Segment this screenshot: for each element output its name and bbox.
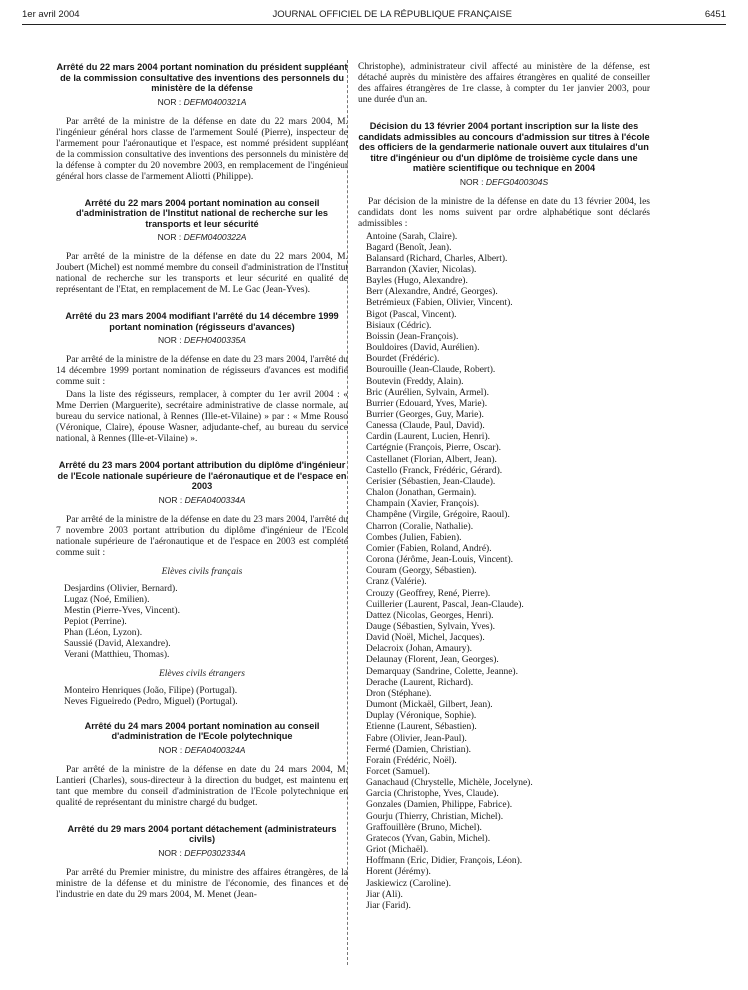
nor-label: NOR : bbox=[158, 847, 182, 858]
list-item: Pepiot (Perrine). bbox=[64, 616, 127, 627]
article-5 bbox=[56, 721, 348, 809]
nor-reference bbox=[56, 745, 348, 756]
candidate-list-item: Castellanet (Florian, Albert, Jean). bbox=[366, 454, 497, 465]
candidate-list-item: Dattez (Nicolas, Georges, Henri). bbox=[366, 610, 494, 621]
candidate-list-item: Cuillerier (Laurent, Pascal, Jean-Claude). bbox=[366, 599, 524, 610]
decision-1 bbox=[358, 121, 650, 912]
candidate-list-item: Jaskiewicz (Caroline). bbox=[366, 878, 451, 889]
article-3 bbox=[56, 311, 348, 445]
nor-code: DEFA0400334A bbox=[184, 494, 246, 505]
candidate-list-item: Gratecos (Yvan, Gabin, Michel). bbox=[366, 833, 491, 844]
candidate-list-item: Hoffmann (Eric, Didier, François, Léon). bbox=[366, 856, 523, 867]
candidate-list-item: Gourju (Thierry, Christian, Michel). bbox=[366, 811, 504, 822]
candidate-list-item: Cardin (Laurent, Lucien, Henri). bbox=[366, 432, 490, 443]
list-item: Verani (Matthieu, Thomas). bbox=[64, 649, 170, 660]
list-item: Phan (Léon, Lyzon). bbox=[64, 627, 143, 638]
nor-reference bbox=[358, 177, 650, 188]
article-title: Arrêté du 22 mars 2004 portant nomination du président suppléant de la commission consultative des inventions des personnels du ministère de la défense bbox=[56, 62, 348, 93]
nor-code: DEFM0400322A bbox=[183, 232, 247, 242]
nor-code: DEFG0400304S bbox=[485, 176, 549, 187]
article-paragraph: Par arrêté de la ministre de la défense en date du 23 mars 2004, l'arrêté du 14 décembre 1999 portant nomination de régisseurs d'avances est modifié comme suit : bbox=[56, 355, 348, 387]
candidate-list-item: Griot (Michaël). bbox=[366, 845, 429, 856]
nor-reference bbox=[56, 495, 348, 506]
candidate-list-item: Antoine (Sarah, Claire). bbox=[366, 231, 458, 242]
candidate-list-item: Demarquay (Sandrine, Colette, Jeanne). bbox=[366, 666, 518, 677]
candidate-list-item: Burrier (Edouard, Yves, Marie). bbox=[366, 398, 488, 409]
candidate-list-item: Cranz (Valérie). bbox=[366, 577, 427, 588]
candidate-list-item: Delacroix (Johan, Amaury). bbox=[366, 644, 473, 655]
candidate-list-item: Betrémieux (Fabien, Olivier, Vincent). bbox=[366, 298, 513, 309]
candidate-list-item: Duplay (Véronique, Sophie). bbox=[366, 711, 477, 722]
candidate-list-item: Dauge (Sébastien, Sylvain, Yves). bbox=[366, 621, 496, 632]
right-column bbox=[358, 62, 650, 912]
article-6 bbox=[56, 824, 348, 901]
candidate-list bbox=[366, 232, 650, 913]
list-item: Mestin (Pierre-Yves, Vincent). bbox=[64, 605, 180, 616]
candidate-list-item: Castello (Franck, Frédéric, Gérard). bbox=[366, 465, 503, 476]
candidate-list-item: Berr (Alexandre, André, Georges). bbox=[366, 287, 498, 298]
article-title: Arrêté du 24 mars 2004 portant nomination au conseil d'administration de l'Ecole polytechnique bbox=[84, 720, 320, 741]
nor-label: NOR : bbox=[157, 232, 182, 242]
nor-label: NOR : bbox=[157, 96, 182, 107]
candidate-list-item: Boutevin (Freddy, Alain). bbox=[366, 376, 464, 387]
nor-label: NOR : bbox=[158, 744, 183, 755]
candidate-list-item: Canessa (Claude, Paul, David). bbox=[366, 421, 485, 432]
page-header bbox=[22, 6, 726, 22]
list-item: Saussié (David, Alexandre). bbox=[64, 638, 171, 649]
article-continuation: Christophe), administrateur civil affecté au ministère de la défense, est détaché auprès du ministère des affaires étrangères en qualité de conseiller des affaires étrangères de 1re classe, à compter du 1er janvier 2003, pour une durée d'un an. bbox=[358, 62, 650, 105]
list-item: Monteiro Henriques (João, Filipe) (Portugal). bbox=[64, 685, 238, 696]
header-title: JOURNAL OFFICIEL DE LA RÉPUBLIQUE FRANÇAISE bbox=[272, 8, 512, 20]
candidate-list-item: Bagard (Benoît, Jean). bbox=[366, 242, 452, 253]
list-item: Neves Figueiredo (Pedro, Miguel) (Portugal). bbox=[64, 696, 238, 707]
candidate-list-item: Cerisier (Sébastien, Jean-Claude). bbox=[366, 476, 496, 487]
candidate-list-item: Bouldoires (David, Aurélien). bbox=[366, 343, 480, 354]
article-paragraph: Par arrêté de la ministre de la défense en date du 22 mars 2004, M. Joubert (Michel) est nommé membre du conseil d'administration de l'Institut national de recherche sur les transports et leur sécurité en qualité de représentant de l'Etat, en remplacement de M. Le Gac (Jean-Yves). bbox=[56, 252, 348, 295]
candidate-list-item: Champêne (Virgile, Grégoire, Raoul). bbox=[366, 510, 510, 521]
article-1 bbox=[56, 62, 348, 183]
nor-label: NOR : bbox=[158, 494, 183, 505]
candidate-list-item: Forcet (Samuel). bbox=[366, 767, 430, 777]
list-item: Lugaz (Noé, Emilien). bbox=[64, 594, 150, 605]
candidate-list-item: Fermé (Damien, Christian). bbox=[366, 744, 472, 755]
article-title: Décision du 13 février 2004 portant inscription sur la liste des candidats admissibles au concours d'admission sur titres à l'école des officiers de la gendarmerie nationale ouvert aux titulaires d'un titre d'ingénieur ou d'un diplôme de troisième cycle dans une matière scientifique ou technique en 2004 bbox=[358, 121, 650, 173]
candidate-list-item: Boissin (Jean-François). bbox=[366, 331, 459, 342]
nor-label: NOR : bbox=[459, 176, 484, 187]
candidate-list-item: Chalon (Jonathan, Germain). bbox=[366, 488, 477, 499]
article-paragraph: Par arrêté de la ministre de la défense en date du 22 mars 2004, M. l'ingénieur général hors classe de l'armement Soulé (Pierre), inspecteur de l'armement pour l'aéronautique et l'espace, est nommé président suppléant de la commission consultative des inventions des personnels du ministère de la défense à compter du 20 novembre 2003, en remplacement de l'ingénieur général hors classe de l'armement Aliotti (Philippe). bbox=[56, 116, 348, 182]
list-item: Desjardins (Olivier, Bernard). bbox=[64, 583, 178, 594]
candidate-list-item: Garcia (Christophe, Yves, Claude). bbox=[366, 789, 499, 800]
nor-reference bbox=[56, 97, 348, 108]
candidate-list-item: Bigot (Pascal, Vincent). bbox=[366, 309, 457, 320]
candidate-list-item: Horent (Jérémy). bbox=[366, 867, 431, 878]
article-4 bbox=[56, 460, 348, 708]
candidate-list-item: Ganachaud (Chrystelle, Michèle, Jocelyne). bbox=[366, 778, 533, 789]
candidate-list-item: Combes (Julien, Fabien). bbox=[366, 532, 462, 543]
candidate-list-item: Burrier (Georges, Guy, Marie). bbox=[366, 410, 484, 420]
candidate-list-item: Corona (Jérôme, Jean-Louis, Vincent). bbox=[366, 555, 513, 566]
candidate-list-item: Champain (Xavier, François). bbox=[366, 499, 480, 510]
nor-code: DEFA0400324A bbox=[184, 744, 246, 755]
article-title: Arrêté du 23 mars 2004 modifiant l'arrêté du 14 décembre 1999 portant nomination (régisseurs d'avances) bbox=[65, 311, 339, 332]
article-paragraph: Dans la liste des régisseurs, remplacer, à compter du 1er avril 2004 : « Mme Derrien (Marguerite), secrétaire administrative de classe normale, au bureau du service national, à Rennes (Ille-et-Vilaine) » par : « Mme Rouso (Véronique, Claire), épouse Wasner, adjudante-chef, au bureau du service national, à Rennes (Ille-et-Vilaine) ». bbox=[56, 390, 348, 444]
candidate-list-item: Barrandon (Xavier, Nicolas). bbox=[366, 264, 477, 275]
candidate-list-item: Bayles (Hugo, Alexandre). bbox=[366, 276, 468, 287]
candidate-list-item: Jiar (Farid). bbox=[366, 900, 411, 911]
candidate-list-item: Jiar (Ali). bbox=[366, 889, 403, 900]
nor-reference bbox=[56, 232, 348, 243]
candidate-list-item: Etienne (Laurent, Sébastien). bbox=[366, 722, 477, 733]
subsection-heading: Elèves civils étrangers bbox=[158, 668, 245, 679]
candidate-list-item: Bourouille (Jean-Claude, Robert). bbox=[366, 365, 496, 376]
header-rule bbox=[22, 24, 726, 25]
candidate-list-item: Graffouillère (Bruno, Michel). bbox=[366, 822, 482, 833]
nor-code: DEFH0400335A bbox=[184, 335, 246, 345]
left-column bbox=[56, 62, 348, 903]
header-page-number: 6451 bbox=[704, 8, 726, 20]
nor-code: DEFM0400321A bbox=[183, 96, 247, 107]
article-paragraph: Par arrêté de la ministre de la défense en date du 24 mars 2004, M. Lantieri (Charles), sous-directeur à la direction du budget, est maintenu en tant que membre du conseil d'administration de l'Ecole polytechnique en qualité de représentant du ministre chargé du budget. bbox=[56, 764, 348, 808]
article-title: Arrêté du 22 mars 2004 portant nomination au conseil d'administration de l'Institut national de recherche sur les transports et leur sécurité bbox=[76, 197, 328, 229]
candidate-list-item: Derache (Laurent, Richard). bbox=[366, 677, 474, 688]
graduate-list-foreign bbox=[64, 686, 348, 708]
graduate-list-french bbox=[64, 584, 348, 661]
article-paragraph: Par arrêté du Premier ministre, du ministre des affaires étrangères, de la ministre de la défense et du ministre de l'économie, des finances et de l'industrie en date du 29 mars 2004, M. Menet (Jean- bbox=[56, 867, 348, 900]
candidate-list-item: Delaunay (Florent, Jean, Georges). bbox=[366, 655, 499, 666]
candidate-list-item: Bric (Aurélien, Sylvain, Armel). bbox=[366, 387, 489, 398]
candidate-list-item: Fabre (Olivier, Jean-Paul). bbox=[366, 733, 467, 744]
header-date: 1er avril 2004 bbox=[22, 8, 80, 20]
candidate-list-item: Forain (Frédéric, Noël). bbox=[366, 755, 457, 766]
candidate-list-item: Couram (Georgy, Sébastien). bbox=[366, 566, 477, 577]
nor-label: NOR : bbox=[158, 335, 182, 345]
candidate-list-item: David (Noël, Michel, Jacques). bbox=[366, 633, 485, 644]
nor-code: DEFP0302334A bbox=[184, 847, 246, 858]
candidate-list-item: Charron (Coralie, Nathalie). bbox=[366, 521, 474, 532]
candidate-list-item: Dumont (Mickaël, Gilbert, Jean). bbox=[366, 700, 493, 711]
candidate-list-item: Gonzales (Damien, Philippe, Fabrice). bbox=[366, 800, 513, 811]
subsection-heading: Elèves civils français bbox=[161, 566, 243, 577]
candidate-list-item: Bisiaux (Cédric). bbox=[366, 320, 432, 331]
candidate-list-item: Crouzy (Geoffrey, René, Pierre). bbox=[366, 588, 491, 599]
candidate-list-item: Balansard (Richard, Charles, Albert). bbox=[366, 253, 508, 264]
article-paragraph: Par décision de la ministre de la défense en date du 13 février 2004, les candidats dont les noms suivent par ordre alphabétique sont déclarés admissibles : bbox=[358, 196, 650, 229]
candidate-list-item: Comier (Fabien, Roland, André). bbox=[366, 543, 492, 554]
nor-reference bbox=[56, 848, 348, 859]
article-2 bbox=[56, 198, 348, 297]
article-title: Arrêté du 23 mars 2004 portant attribution du diplôme d'ingénieur de l'Ecole nationale supérieure de l'aéronautique et de l'espace en 2003 bbox=[57, 460, 347, 491]
candidate-list-item: Dron (Stéphane). bbox=[366, 688, 432, 699]
candidate-list-item: Cartégnie (François, Pierre, Oscar). bbox=[366, 443, 502, 454]
article-title: Arrêté du 29 mars 2004 portant détachement (administrateurs civils) bbox=[67, 823, 337, 844]
article-paragraph: Par arrêté de la ministre de la défense en date du 23 mars 2004, l'arrêté du 7 novembre 2003 portant attribution du diplôme d'ingénieur de l'Ecole nationale supérieure de l'aéronautique et de l'espace en 2003 est complété comme suit : bbox=[56, 514, 348, 558]
nor-reference bbox=[56, 335, 348, 346]
candidate-list-item: Bourdet (Frédéric). bbox=[366, 354, 440, 365]
